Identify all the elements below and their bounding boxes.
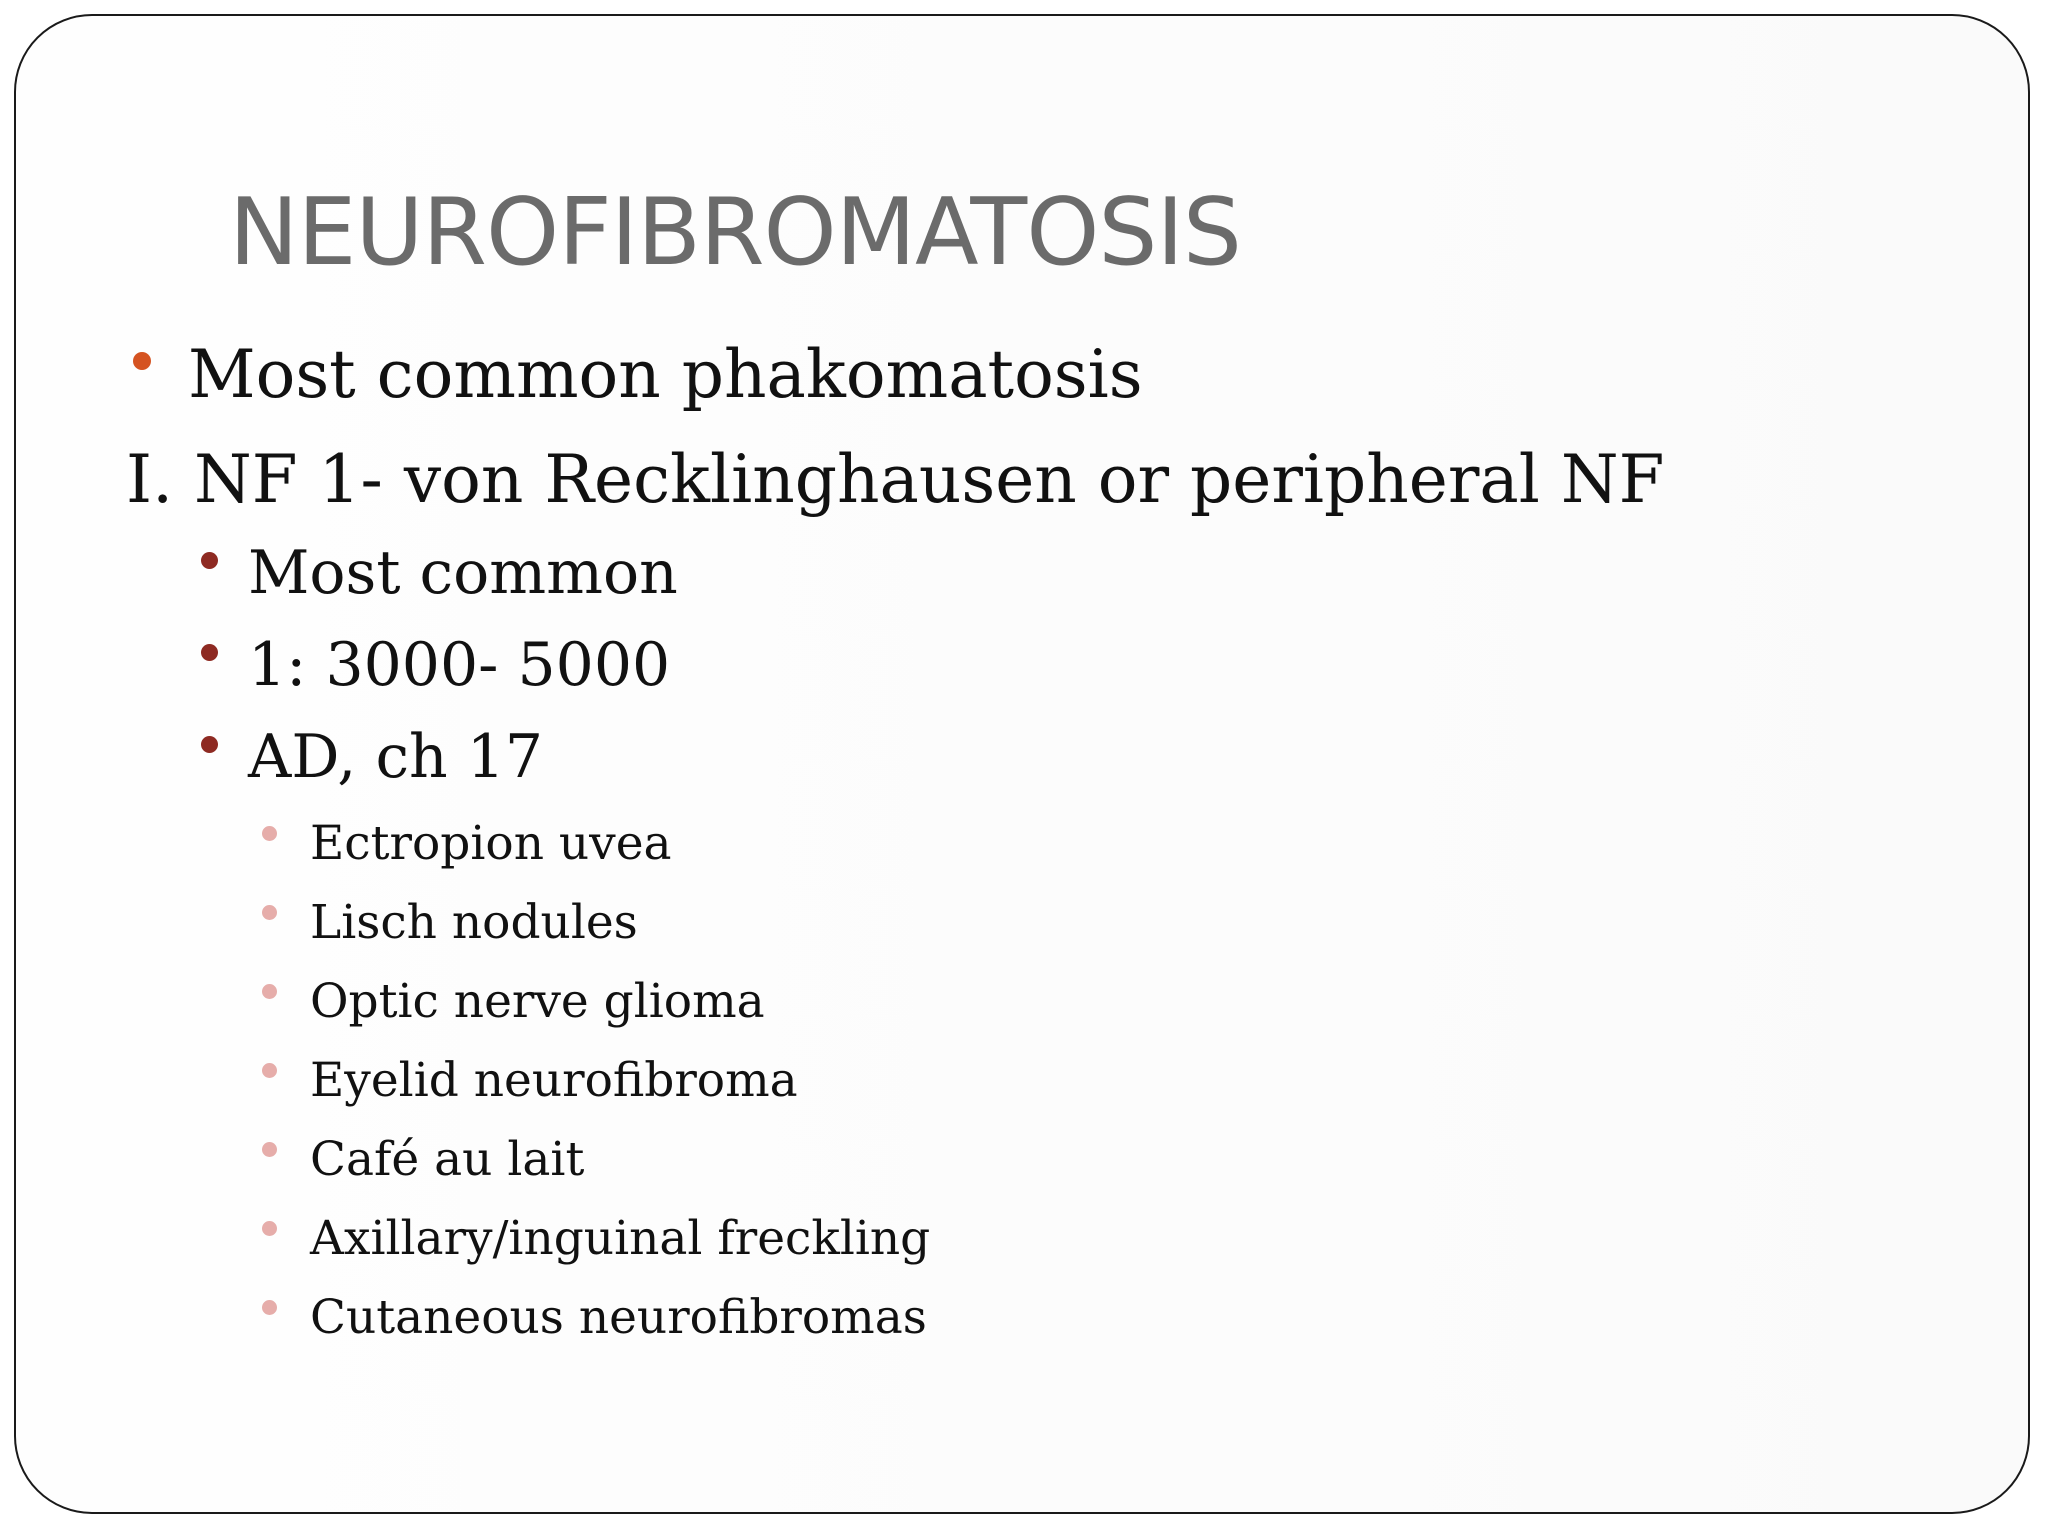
- bullet-dot-icon: [201, 552, 218, 569]
- bullet-dot-icon: [262, 1300, 277, 1315]
- sub-bullet-text: Most common: [248, 538, 678, 608]
- intro-bullet-text: Most common phakomatosis: [188, 336, 1143, 413]
- bullet-dot-icon: [201, 644, 218, 661]
- slide-frame: [14, 14, 2030, 1514]
- slide-title: NEUROFIBROMATOSIS: [229, 178, 1241, 286]
- finding-text: Cutaneous neurofibromas: [310, 1290, 927, 1345]
- bullet-dot-icon: [262, 905, 277, 920]
- bullet-dot-icon: [201, 736, 218, 753]
- bullet-dot-icon: [262, 984, 277, 999]
- sub-bullet-text: AD, ch 17: [248, 722, 544, 792]
- bullet-dot-icon: [262, 1221, 277, 1236]
- section-heading: I. NF 1- von Recklinghausen or peripheral NF: [126, 441, 1665, 518]
- bullet-dot-icon: [133, 352, 151, 370]
- finding-text: Optic nerve glioma: [310, 974, 765, 1029]
- finding-text: Café au lait: [310, 1132, 585, 1187]
- bullet-dot-icon: [262, 1142, 277, 1157]
- finding-text: Ectropion uvea: [310, 816, 672, 871]
- sub-bullet-text: 1: 3000- 5000: [248, 630, 671, 700]
- finding-text: Eyelid neurofibroma: [310, 1053, 798, 1108]
- finding-text: Axillary/inguinal freckling: [310, 1211, 931, 1266]
- bullet-dot-icon: [262, 826, 277, 841]
- finding-text: Lisch nodules: [310, 895, 638, 950]
- bullet-dot-icon: [262, 1063, 277, 1078]
